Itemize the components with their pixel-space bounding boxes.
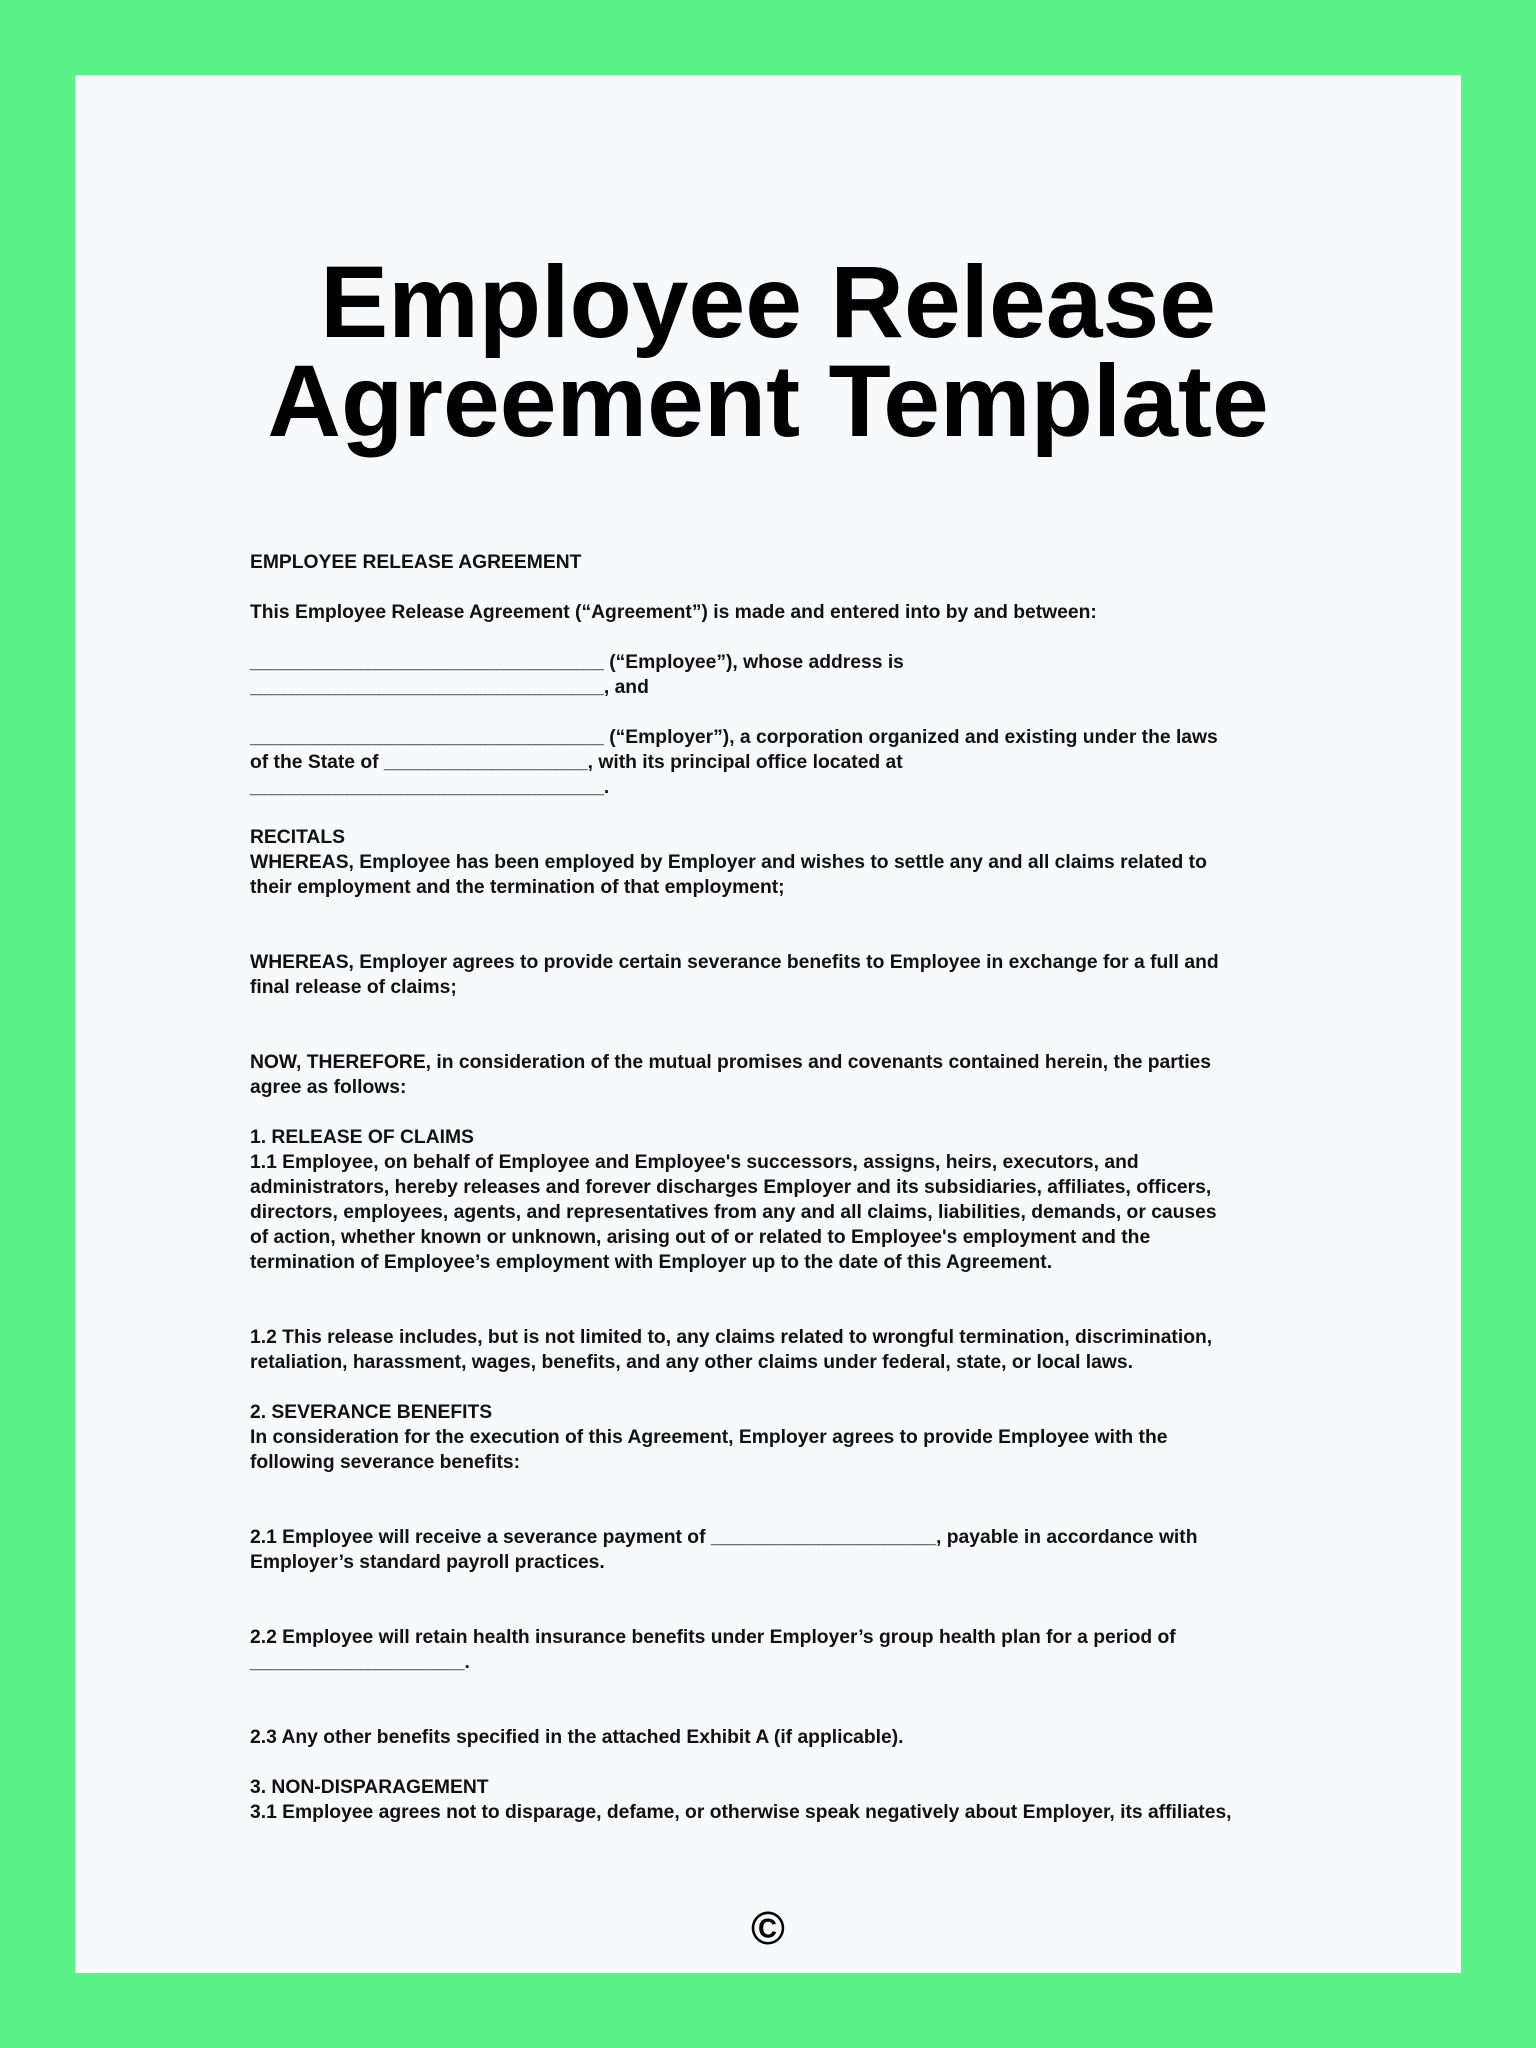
section-2-heading: 2. SEVERANCE BENEFITS	[250, 1402, 493, 1423]
agreement-heading: EMPLOYEE RELEASE AGREEMENT	[250, 552, 582, 573]
intro-paragraph: This Employee Release Agreement (“Agreement”) is made and entered into by and between:	[250, 602, 1097, 623]
section-2-2-paragraph: 2.2 Employee will retain health insurance benefits under Employer’s group health plan for a period of ____________________.	[250, 1627, 1176, 1673]
recitals-heading: RECITALS	[250, 827, 345, 848]
section-2-intro-paragraph: In consideration for the execution of this Agreement, Employer agrees to provide Employee with the following severance benefits:	[250, 1427, 1168, 1473]
section-3-1-paragraph: 3.1 Employee agrees not to disparage, defame, or otherwise speak negatively about Employer, its affiliates,	[250, 1802, 1232, 1823]
title-line-1: Employee Release	[320, 245, 1216, 359]
employer-party-paragraph: _________________________________ (“Employer”), a corporation organized and existing under the laws of the State of ___________________, with its principal office located at _________________________________.	[250, 727, 1218, 798]
section-1-2-paragraph: 1.2 This release includes, but is not limited to, any claims related to wrongful termination, discrimination, retaliation, harassment, wages, benefits, and any other claims under federal, state, or local laws.	[250, 1327, 1213, 1373]
agreement-body	[250, 550, 1350, 1825]
section-1-1-paragraph: 1.1 Employee, on behalf of Employee and Employee's successors, assigns, heirs, executors, and administrators, hereby releases and forever discharges Employer and its subsidiaries, affiliates, officers, directors, employees, agents, and representatives from any and all claims, liabilities, demands, or causes of action, whether known or unknown, arising out of or related to Employee's employment and the termination of Employee’s employment with Employer up to the date of this Agreement.	[250, 1152, 1217, 1273]
title-line-2: Agreement Template	[267, 344, 1269, 458]
recital-paragraph-2: WHEREAS, Employer agrees to provide certain severance benefits to Employee in exchange for a full and final release of claims;	[250, 952, 1219, 998]
copyright-icon: ©	[751, 1902, 785, 1954]
document-title	[75, 245, 1461, 458]
employee-party-paragraph: _________________________________ (“Employee”), whose address is _________________________________, and	[250, 652, 904, 698]
recital-paragraph-1: WHEREAS, Employee has been employed by Employer and wishes to settle any and all claims related to their employment and the termination of that employment;	[250, 852, 1207, 898]
now-therefore-paragraph: NOW, THEREFORE, in consideration of the mutual promises and covenants contained herein, the parties agree as follows:	[250, 1052, 1212, 1098]
section-2-3-paragraph: 2.3 Any other benefits specified in the attached Exhibit A (if applicable).	[250, 1727, 904, 1748]
section-2-1-paragraph: 2.1 Employee will receive a severance payment of _____________________, payable in accordance with Employer’s standard payroll practices.	[250, 1527, 1198, 1573]
document-page	[75, 75, 1461, 1973]
section-1-heading: 1. RELEASE OF CLAIMS	[250, 1127, 474, 1148]
section-3-heading: 3. NON-DISPARAGEMENT	[250, 1777, 489, 1798]
